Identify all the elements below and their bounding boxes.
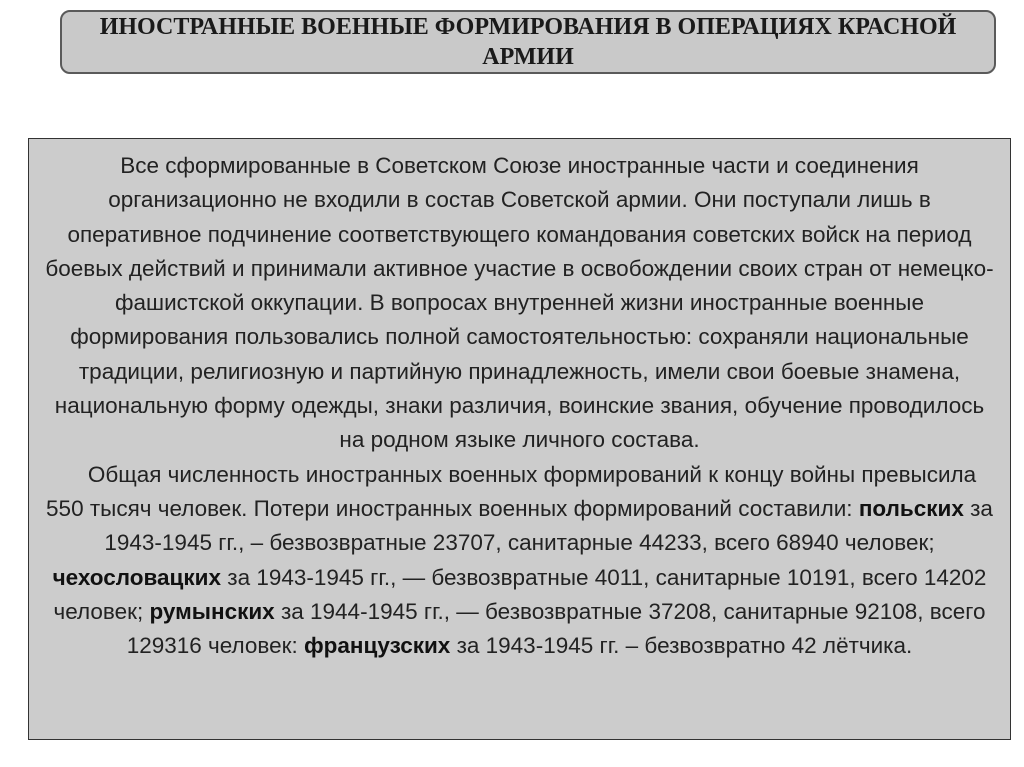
paragraph-autonomy: Все сформированные в Советском Союзе иностранные части и соединения организационно не входили в состав Советской армии. Они поступали лишь в оперативное подчинение соответствующего командования советских войск на период боевых действий и принимали активное участие в освобождении своих стран от немецко-фашистской оккупации. В вопросах внутренней жизни иностранные военные формирования пользовались полной самостоятельностью: сохраняли национальные традиции, религиозную и партийную принадлежность, имели свои боевые знамена, национальную форму одежды, знаки различия, воинские звания, обучение проводилось на родном языке личного состава. bbox=[45, 153, 994, 453]
french-losses: за 1943-1945 гг. – безвозвратно 42 лётчика. bbox=[450, 633, 913, 659]
paragraph-losses bbox=[43, 458, 996, 664]
slide-title: ИНОСТРАННЫЕ ВОЕННЫЕ ФОРМИРОВАНИЯ В ОПЕРАЦИЯХ КРАСНОЙ АРМИИ bbox=[99, 14, 957, 70]
czech-label: чехословацких bbox=[52, 564, 221, 590]
romanian-losses: за 1944-1945 гг., — безвозвратные 37208, санитарные 92108, всего 129316 человек: bbox=[126, 598, 986, 659]
romanian-label: румынских bbox=[149, 598, 275, 624]
polish-label: польских bbox=[858, 495, 964, 521]
czech-losses: за 1943-1945 гг., — безвозвратные 4011, санитарные 10191, всего 14202 человек; bbox=[53, 564, 987, 624]
slide-title-box bbox=[60, 10, 996, 74]
slide-content-box bbox=[28, 138, 1011, 740]
polish-losses: за 1943-1945 гг., – безвозвратные 23707, санитарные 44233, всего 68940 человек; bbox=[104, 495, 993, 556]
losses-intro: Общая численность иностранных военных формирований к концу войны превысила 550 тысяч человек. Потери иностранных военных формирований составили: bbox=[46, 461, 977, 521]
french-label: французских bbox=[303, 633, 451, 659]
